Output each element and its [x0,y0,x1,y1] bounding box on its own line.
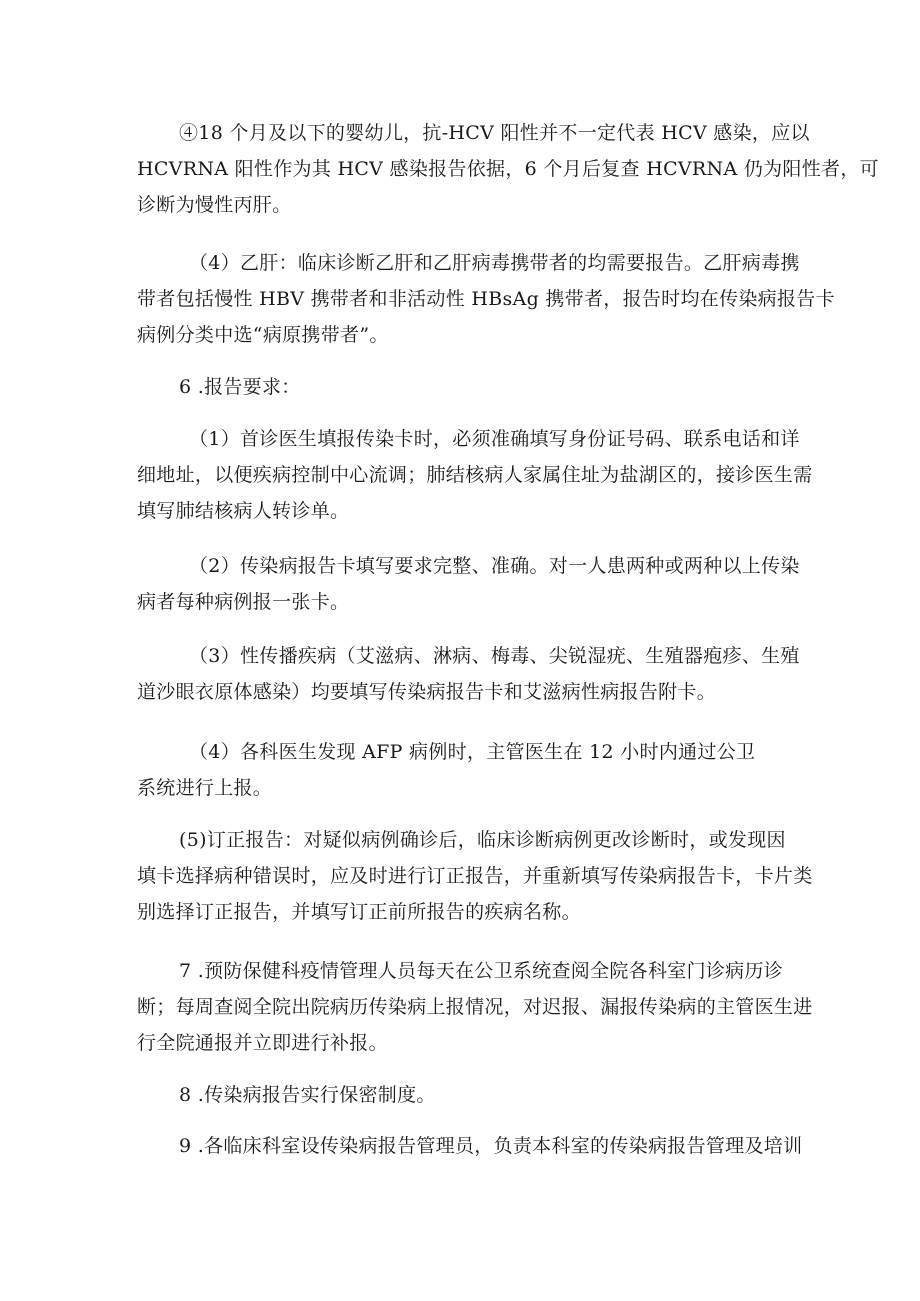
paragraph-hepatitis-b [137,245,835,353]
heading-section-6 [137,369,787,405]
text-line: (5)订正报告：对疑似病例确诊后，临床诊断病例更改诊断时，或发现因 [179,829,786,851]
text-line: 带者包括慢性 HBV 携带者和非活动性 HBsAg 携带者，报告时均在传染病报告卡 [137,288,835,310]
text-line: 8 .传染病报告实行保密制度。 [179,1084,436,1106]
text-line: 系统进行上报。 [137,777,273,799]
text-line: （2）传染病报告卡填写要求完整、准确。对一人患两种或两种以上传染 [189,555,800,577]
text-line: 填写肺结核病人转诊单。 [137,500,350,522]
text-line: （4）各科医生发现 AFP 病例时，主管医生在 12 小时内通过公卫 [189,741,756,763]
text-line: 断；每周查阅全院出院病历传染病上报情况，对迟报、漏报传染病的主管医生进 [137,996,813,1018]
paragraph-req-4 [137,734,787,806]
text-line: （1）首诊医生填报传染卡时，必须准确填写身份证号码、联系电话和详 [189,428,800,450]
text-line: 诊断为慢性丙肝。 [137,194,292,216]
text-line: 填卡选择病种错误时，应及时进行订正报告，并重新填写传染病报告卡，卡片类 [137,865,813,887]
paragraph-hcv-infant [137,115,879,223]
text-line: 9 .各临床科室设传染病报告管理员，负责本科室的传染病报告管理及培训 [179,1135,803,1157]
text-line: 7 .预防保健科疫情管理人员每天在公卫系统查阅全院各科室门诊病历诊 [179,960,784,982]
text-line: ④18 个月及以下的婴幼儿，抗-HCV 阳性并不一定代表 HCV 感染，应以 [179,122,810,144]
text-line: 细地址，以便疾病控制中心流调；肺结核病人家属住址为盐湖区的，接诊医生需 [137,464,813,486]
text-line: 道沙眼衣原体感染）均要填写传染病报告卡和艾滋病性病报告附卡。 [137,681,717,703]
paragraph-req-3 [137,638,800,710]
paragraph-section-7 [137,953,813,1061]
text-line: 病者每种病例报一张卡。 [137,591,350,613]
text-line: （4）乙肝：临床诊断乙肝和乙肝病毒携带者的均需要报告。乙肝病毒携 [189,252,800,274]
paragraph-req-1 [137,421,813,529]
paragraph-req-2 [137,548,800,620]
paragraph-req-5 [137,822,813,930]
paragraph-section-9 [137,1128,803,1164]
text-line: HCVRNA 阳性作为其 HCV 感染报告依据，6 个月后复查 HCVRNA 仍为阳性者，可 [137,158,879,180]
text-line: 别选择订正报告，并填写订正前所报告的疾病名称。 [137,901,581,923]
text-line: （3）性传播疾病（艾滋病、淋病、梅毒、尖锐湿疣、生殖器疱疹、生殖 [189,645,800,667]
text-line: 病例分类中选“病原携带者”。 [137,324,389,346]
text-line: 行全院通报并立即进行补报。 [137,1032,388,1054]
text-line: 6 .报告要求： [179,376,301,398]
heading-section-8 [137,1077,787,1113]
